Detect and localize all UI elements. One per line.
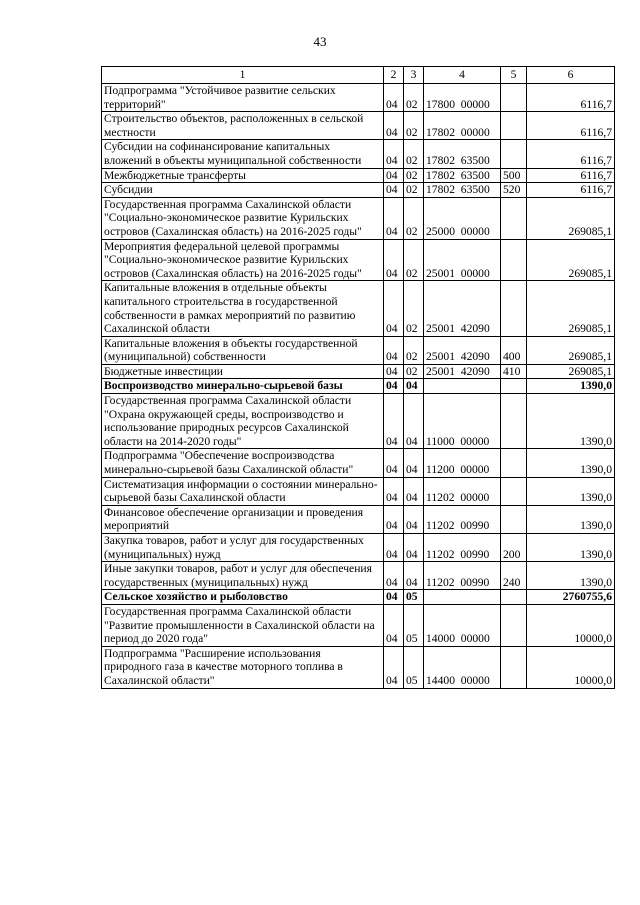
row-target-code-cell: 11200 00000	[424, 449, 501, 477]
row-target-code-cell: 17802 63500	[424, 183, 501, 198]
row-subsection-cell: 04	[404, 505, 424, 533]
row-target-code-cell: 25001 42090	[424, 336, 501, 364]
row-target-code-cell: 17800 00000	[424, 84, 501, 112]
row-target-code-cell: 17802 00000	[424, 112, 501, 140]
row-amount-cell: 2760755,6	[527, 590, 615, 605]
row-target-code-cell: 17802 63500	[424, 168, 501, 183]
row-name-cell: Строительство объектов, расположенных в сельской местности	[102, 112, 384, 140]
row-amount-cell: 1390,0	[527, 394, 615, 449]
row-name-cell: Подпрограмма "Устойчивое развитие сельских территорий"	[102, 84, 384, 112]
row-target-code-cell: 14400 00000	[424, 646, 501, 688]
row-expense-type-cell	[501, 112, 527, 140]
row-section-cell: 04	[384, 449, 404, 477]
table-header-row	[102, 67, 615, 84]
row-subsection-cell: 02	[404, 183, 424, 198]
table-row	[102, 449, 615, 477]
row-section-cell: 04	[384, 477, 404, 505]
table-row	[102, 379, 615, 394]
row-expense-type-cell	[501, 477, 527, 505]
table-row	[102, 505, 615, 533]
row-section-cell: 04	[384, 394, 404, 449]
row-amount-cell: 269085,1	[527, 197, 615, 239]
row-expense-type-cell	[501, 140, 527, 168]
row-target-code-cell	[424, 379, 501, 394]
row-expense-type-cell	[501, 505, 527, 533]
row-amount-cell: 269085,1	[527, 239, 615, 281]
row-amount-cell: 1390,0	[527, 449, 615, 477]
row-subsection-cell: 04	[404, 534, 424, 562]
row-expense-type-cell	[501, 646, 527, 688]
budget-table	[101, 66, 615, 689]
row-amount-cell: 6116,7	[527, 168, 615, 183]
row-section-cell: 04	[384, 239, 404, 281]
row-amount-cell: 269085,1	[527, 336, 615, 364]
row-expense-type-cell: 520	[501, 183, 527, 198]
row-target-code-cell: 11202 00990	[424, 562, 501, 590]
row-name-cell: Закупка товаров, работ и услуг для государственных (муниципальных) нужд	[102, 534, 384, 562]
row-amount-cell: 10000,0	[527, 646, 615, 688]
row-name-cell: Сельское хозяйство и рыболовство	[102, 590, 384, 605]
row-name-cell: Систематизация информации о состоянии минерально-сырьевой базы Сахалинской области	[102, 477, 384, 505]
row-name-cell: Государственная программа Сахалинской области "Охрана окружающей среды, воспроизводство и использование природных ресурсов Сахалинской области на 2014-2020 годы"	[102, 394, 384, 449]
row-subsection-cell: 05	[404, 646, 424, 688]
row-name-cell: Государственная программа Сахалинской области "Развитие промышленности в Сахалинской области на период до 2020 года"	[102, 604, 384, 646]
row-name-cell: Воспроизводство минерально-сырьевой базы	[102, 379, 384, 394]
table-row	[102, 84, 615, 112]
row-expense-type-cell: 240	[501, 562, 527, 590]
table-row	[102, 364, 615, 379]
row-expense-type-cell: 410	[501, 364, 527, 379]
row-subsection-cell: 05	[404, 590, 424, 605]
row-expense-type-cell	[501, 197, 527, 239]
row-section-cell: 04	[384, 604, 404, 646]
row-expense-type-cell	[501, 590, 527, 605]
row-subsection-cell: 04	[404, 562, 424, 590]
table-row	[102, 562, 615, 590]
table-row	[102, 394, 615, 449]
row-section-cell: 04	[384, 140, 404, 168]
row-name-cell: Иные закупки товаров, работ и услуг для обеспечения государственных (муниципальных) нужд	[102, 562, 384, 590]
row-name-cell: Бюджетные инвестиции	[102, 364, 384, 379]
row-subsection-cell: 04	[404, 449, 424, 477]
header-col-3: 3	[404, 67, 424, 84]
row-subsection-cell: 02	[404, 168, 424, 183]
row-name-cell: Финансовое обеспечение организации и проведения мероприятий	[102, 505, 384, 533]
row-amount-cell: 6116,7	[527, 183, 615, 198]
table-row	[102, 140, 615, 168]
row-name-cell: Межбюджетные трансферты	[102, 168, 384, 183]
row-expense-type-cell	[501, 604, 527, 646]
budget-table-body	[102, 67, 615, 689]
row-name-cell: Подпрограмма "Обеспечение воспроизводства минерально-сырьевой базы Сахалинской области"	[102, 449, 384, 477]
row-amount-cell: 6116,7	[527, 84, 615, 112]
table-row	[102, 239, 615, 281]
row-expense-type-cell	[501, 379, 527, 394]
row-section-cell: 04	[384, 364, 404, 379]
table-row	[102, 168, 615, 183]
row-section-cell: 04	[384, 534, 404, 562]
table-row	[102, 183, 615, 198]
row-target-code-cell: 11202 00000	[424, 477, 501, 505]
row-subsection-cell: 02	[404, 364, 424, 379]
row-name-cell: Капитальные вложения в отдельные объекты капитального строительства в государственной собственности в рамках мероприятий по развитию Сахалинской области	[102, 281, 384, 336]
row-section-cell: 04	[384, 379, 404, 394]
header-col-1: 1	[102, 67, 384, 84]
row-name-cell: Мероприятия федеральной целевой программы "Социально-экономическое развитие Курильских островов (Сахалинская область) на 2016-2025 годы"	[102, 239, 384, 281]
row-section-cell: 04	[384, 84, 404, 112]
row-subsection-cell: 04	[404, 379, 424, 394]
row-subsection-cell: 02	[404, 140, 424, 168]
row-expense-type-cell	[501, 84, 527, 112]
row-section-cell: 04	[384, 505, 404, 533]
row-expense-type-cell: 200	[501, 534, 527, 562]
row-target-code-cell: 25001 00000	[424, 239, 501, 281]
row-target-code-cell: 11000 00000	[424, 394, 501, 449]
row-expense-type-cell	[501, 394, 527, 449]
row-subsection-cell: 02	[404, 239, 424, 281]
row-subsection-cell: 02	[404, 281, 424, 336]
row-section-cell: 04	[384, 590, 404, 605]
row-subsection-cell: 04	[404, 477, 424, 505]
row-section-cell: 04	[384, 281, 404, 336]
row-target-code-cell: 25001 42090	[424, 364, 501, 379]
row-section-cell: 04	[384, 336, 404, 364]
table-row	[102, 604, 615, 646]
table-row	[102, 336, 615, 364]
row-target-code-cell: 11202 00990	[424, 505, 501, 533]
row-name-cell: Субсидии на софинансирование капитальных вложений в объекты муниципальной собственности	[102, 140, 384, 168]
row-expense-type-cell	[501, 449, 527, 477]
page-number: 43	[313, 34, 327, 49]
row-target-code-cell: 25001 42090	[424, 281, 501, 336]
row-section-cell: 04	[384, 646, 404, 688]
row-target-code-cell: 25000 00000	[424, 197, 501, 239]
row-name-cell: Подпрограмма "Расширение использования природного газа в качестве моторного топлива в Сахалинской области"	[102, 646, 384, 688]
table-row	[102, 590, 615, 605]
row-amount-cell: 1390,0	[527, 534, 615, 562]
row-amount-cell: 10000,0	[527, 604, 615, 646]
row-amount-cell: 6116,7	[527, 140, 615, 168]
row-name-cell: Субсидии	[102, 183, 384, 198]
row-target-code-cell: 11202 00990	[424, 534, 501, 562]
table-row	[102, 534, 615, 562]
row-amount-cell: 269085,1	[527, 281, 615, 336]
row-section-cell: 04	[384, 183, 404, 198]
row-subsection-cell: 02	[404, 84, 424, 112]
table-row	[102, 197, 615, 239]
row-amount-cell: 1390,0	[527, 379, 615, 394]
row-name-cell: Капитальные вложения в объекты государственной (муниципальной) собственности	[102, 336, 384, 364]
row-section-cell: 04	[384, 562, 404, 590]
header-col-4: 4	[424, 67, 501, 84]
row-subsection-cell: 02	[404, 112, 424, 140]
row-subsection-cell: 05	[404, 604, 424, 646]
row-target-code-cell: 17802 63500	[424, 140, 501, 168]
row-section-cell: 04	[384, 112, 404, 140]
header-col-2: 2	[384, 67, 404, 84]
table-row	[102, 477, 615, 505]
row-expense-type-cell: 400	[501, 336, 527, 364]
row-amount-cell: 1390,0	[527, 505, 615, 533]
row-section-cell: 04	[384, 197, 404, 239]
row-target-code-cell: 14000 00000	[424, 604, 501, 646]
row-name-cell: Государственная программа Сахалинской области "Социально-экономическое развитие Курильских островов (Сахалинская область) на 2016-2025 годы"	[102, 197, 384, 239]
row-subsection-cell: 04	[404, 394, 424, 449]
table-row	[102, 112, 615, 140]
header-col-6: 6	[527, 67, 615, 84]
row-expense-type-cell: 500	[501, 168, 527, 183]
row-amount-cell: 1390,0	[527, 477, 615, 505]
row-subsection-cell: 02	[404, 336, 424, 364]
table-row	[102, 646, 615, 688]
row-amount-cell: 269085,1	[527, 364, 615, 379]
table-row	[102, 281, 615, 336]
row-amount-cell: 6116,7	[527, 112, 615, 140]
row-expense-type-cell	[501, 239, 527, 281]
row-expense-type-cell	[501, 281, 527, 336]
row-section-cell: 04	[384, 168, 404, 183]
header-col-5: 5	[501, 67, 527, 84]
row-target-code-cell	[424, 590, 501, 605]
row-amount-cell: 1390,0	[527, 562, 615, 590]
row-subsection-cell: 02	[404, 197, 424, 239]
